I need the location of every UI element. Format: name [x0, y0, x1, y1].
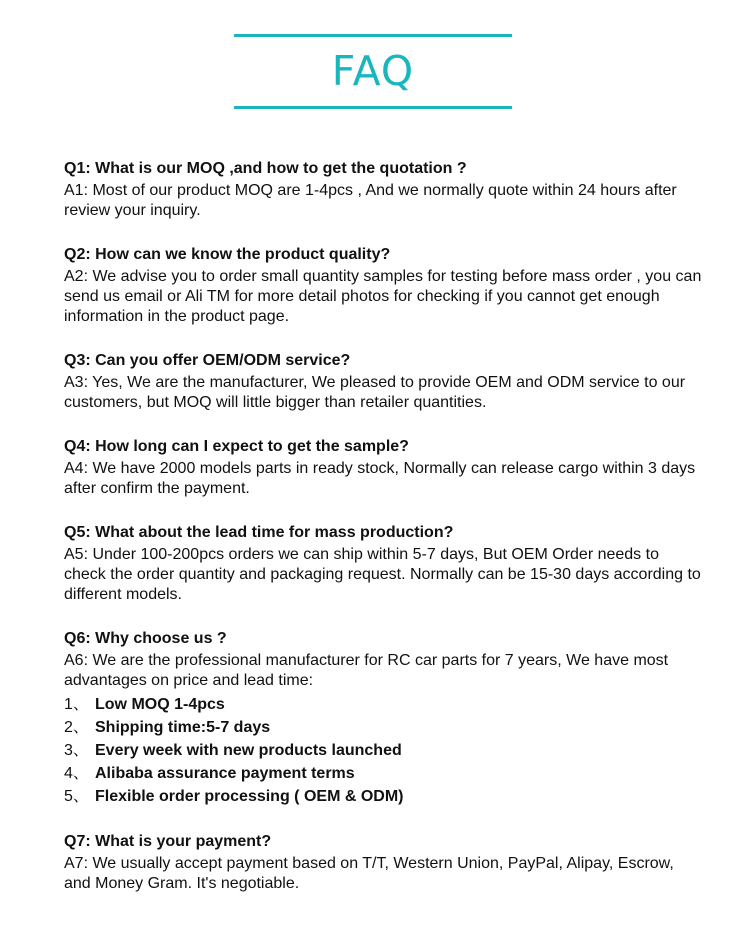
faq-answer: A1: Most of our product MOQ are 1-4pcs , And we normally quote within 24 hours after review your inquiry. [64, 182, 677, 219]
list-number: 4、 [64, 765, 89, 782]
faq-question: Q2: How can we know the product quality? [64, 246, 391, 263]
list-item [64, 739, 704, 762]
faq-question: Q3: Can you offer OEM/ODM service? [64, 352, 351, 369]
faq-item [64, 436, 704, 499]
list-item [64, 785, 704, 808]
faq-answer: A7: We usually accept payment based on T/T, Western Union, PayPal, Alipay, Escrow, and Money Gram. It's negotiable. [64, 855, 674, 892]
list-item [64, 762, 704, 785]
list-text: Every week with new products launched [95, 742, 402, 759]
faq-question: Q4: How long can I expect to get the sample? [64, 438, 409, 455]
list-text: Alibaba assurance payment terms [95, 765, 355, 782]
list-text: Low MOQ 1-4pcs [95, 696, 225, 713]
faq-answer: A3: Yes, We are the manufacturer, We pleased to provide OEM and ODM service to our customers, but MOQ will little bigger than retailer quantities. [64, 374, 686, 411]
list-text: Shipping time:5-7 days [95, 719, 271, 736]
list-text: Flexible order processing ( OEM & ODM) [95, 788, 404, 805]
faq-question: Q6: Why choose us ? [64, 630, 227, 647]
page-title: FAQ [331, 47, 415, 95]
faq-item [64, 350, 704, 413]
header-rule-bottom [234, 106, 512, 109]
faq-item [64, 831, 704, 894]
faq-answer: A4: We have 2000 models parts in ready stock, Normally can release cargo within 3 days after confirm the payment. [64, 460, 696, 497]
list-number: 1、 [64, 696, 89, 713]
list-item [64, 693, 704, 716]
faq-item [64, 158, 704, 221]
faq-question: Q1: What is our MOQ ,and how to get the quotation ? [64, 160, 467, 177]
faq-answer: A5: Under 100-200pcs orders we can ship within 5-7 days, But OEM Order needs to check the order quantity and packaging request. Normally can be 15-30 days according to different models. [64, 546, 701, 603]
faq-list [64, 158, 704, 917]
list-number: 2、 [64, 719, 89, 736]
faq-answer: A6: We are the professional manufacturer for RC car parts for 7 years, We have most advantages on price and lead time: [64, 652, 669, 689]
faq-question: Q5: What about the lead time for mass production? [64, 524, 454, 541]
list-number: 3、 [64, 742, 89, 759]
faq-item [64, 244, 704, 327]
faq-answer: A2: We advise you to order small quantity samples for testing before mass order , you can send us email or Ali TM for more detail photos for checking if you cannot get enough information in the product page. [64, 268, 702, 325]
header-rule-top [234, 34, 512, 37]
faq-item [64, 522, 704, 605]
faq-header [234, 34, 512, 110]
faq-item [64, 628, 704, 808]
faq-question: Q7: What is your payment? [64, 833, 272, 850]
list-number: 5、 [64, 788, 89, 805]
advantages-list [64, 693, 704, 808]
list-item [64, 716, 704, 739]
